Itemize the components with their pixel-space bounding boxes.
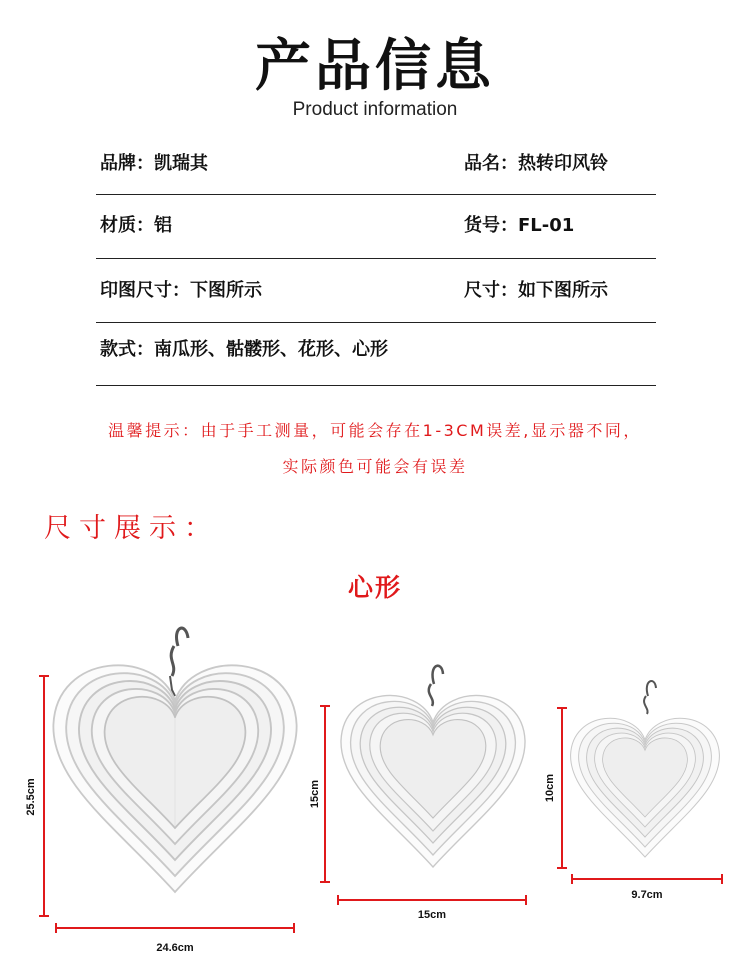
width-label-medium: 15cm — [417, 909, 447, 921]
height-label-small: 10cm — [544, 773, 556, 803]
heart-medium — [309, 666, 526, 921]
page-subtitle: Product information — [292, 99, 458, 120]
info-styles: 款式：南瓜形、骷髅形、花形、心形 — [100, 339, 388, 360]
heart-small — [544, 681, 722, 901]
heart-large — [25, 628, 297, 954]
info-row-print-size — [96, 259, 656, 323]
shape-title: 心形 — [347, 573, 402, 602]
notice-line-2: 实际颜色可能会有误差 — [282, 457, 468, 476]
table-divider — [96, 385, 656, 386]
info-row-styles — [96, 318, 656, 382]
width-dimension-large — [56, 923, 294, 933]
info-product-name: 品名：热转印风铃 — [464, 153, 608, 174]
width-label-small: 9.7cm — [631, 889, 663, 901]
notice-line-1: 温馨提示：由于手工测量，可能会存在1-3CM误差,显示器不同， — [108, 421, 642, 440]
info-print-size: 印图尺寸：下图所示 — [100, 280, 262, 301]
info-size: 尺寸：如下图所示 — [464, 280, 608, 301]
size-figure — [0, 600, 750, 965]
info-material: 材质：铝 — [100, 215, 172, 236]
info-item-number: 货号：FL-01 — [464, 215, 575, 236]
info-brand: 品牌：凯瑞其 — [100, 153, 208, 174]
height-label-large: 25.5cm — [25, 778, 37, 816]
height-label-medium: 15cm — [309, 779, 321, 809]
width-dimension-medium — [338, 895, 526, 905]
height-dimension-small — [557, 708, 567, 868]
hanging-hook-icon — [429, 666, 443, 706]
section-title: 尺寸展示： — [44, 513, 219, 544]
info-row-material — [96, 194, 656, 258]
page-title: 产品信息 — [255, 34, 495, 99]
width-label-large: 24.6cm — [156, 942, 194, 954]
info-row-brand — [96, 132, 656, 196]
hanging-hook-icon — [644, 681, 656, 714]
width-dimension-small — [572, 874, 722, 884]
height-dimension-large — [39, 676, 49, 916]
height-dimension-medium — [320, 706, 330, 882]
